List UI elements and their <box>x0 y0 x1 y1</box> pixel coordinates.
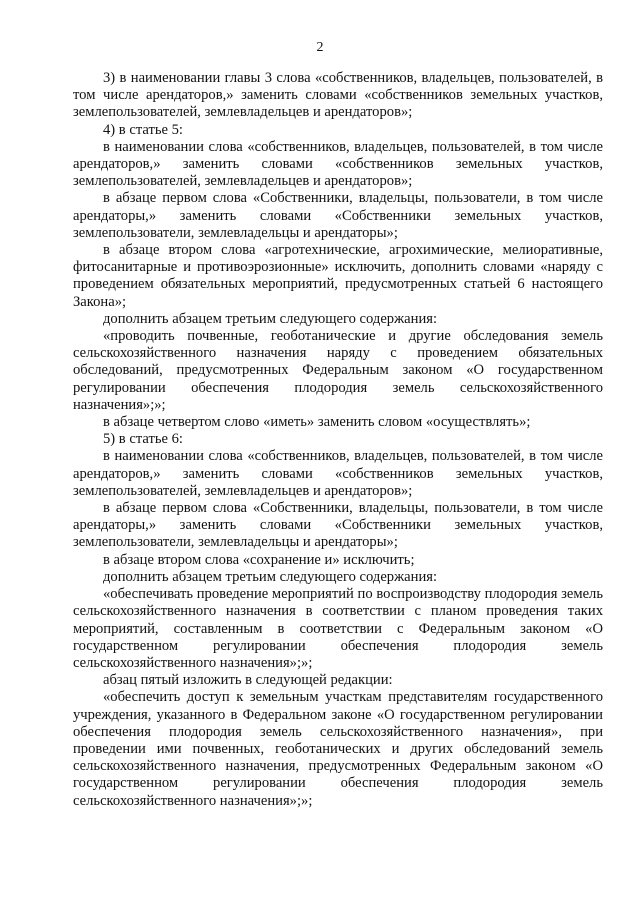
paragraph-item-4-article5: 4) в статье 5: <box>103 121 183 138</box>
paragraph-article5-add-third: дополнить абзацем третьим следующего содержания: <box>103 310 438 327</box>
paragraph-article6-third-text: «обеспечивать проведение мероприятий по воспроизводству плодородия земель сельскохозяйственного назначения в соответствии с планом проведения таких мероприятий, составленным в соответствии с Федеральным законом «О государственном регулировании обеспечения плодородия земель сельскохозяйственного назначения»;»; <box>73 586 603 671</box>
paragraph-article6-fifth-text: «обеспечить доступ к земельным участкам представителям государственного учреждения, указанного в Федеральном законе «О государственном регулировании обеспечения плодородия земель сельскохозяйственного назначения», при проведении ими почвенных, геоботанических и других обследований земель сельскохозяйственного назначения, предусмотренных Федеральным законом «О государственном регулировании обеспечения плодородия земель сельскохозяйственного назначения»;»; <box>73 689 603 809</box>
paragraph-article5-third-text: «проводить почвенные, геоботанические и другие обследования земель сельскохозяйственного назначения наряду с проведением обязательных обследований, предусмотренных Федеральным законом «О государственном регулировании обеспечения плодородия земель сельскохозяйственного назначения»;»; <box>73 328 603 413</box>
paragraph-article5-second: в абзаце втором слова «агротехнические, агрохимические, мелиоративные, фитосанитарные и противоэрозионные» исключить, дополнить словами «наряду с проведением обязательных мероприятий, предусмотренных статьей 6 настоящего Закона»; <box>73 242 603 310</box>
paragraph-item-5-article6: 5) в статье 6: <box>103 431 183 448</box>
paragraph-article6-title: в наименовании слова «собственников, владельцев, пользователей, в том числе арендаторов,» заменить словами «собственников земельных участков, землепользователей, землевладельцев и арендаторов»; <box>73 448 603 499</box>
page-number: 2 <box>316 40 324 55</box>
paragraph-article6-add-third: дополнить абзацем третьим следующего содержания: <box>103 568 438 585</box>
paragraph-article5-first: в абзаце первом слова «Собственники, владельцы, пользователи, в том числе арендаторы,» заменить словами «Собственники земельных участков, землепользователи, землевладельцы и арендаторы»; <box>73 190 603 241</box>
paragraph-item-3-chapter3: 3) в наименовании главы 3 слова «собственников, владельцев, пользователей, в том числе арендаторов,» заменить словами «собственников земельных участков, землепользователей, землевладельцев и арендаторов»; <box>73 70 603 121</box>
document-body <box>73 70 603 810</box>
paragraph-article5-title: в наименовании слова «собственников, владельцев, пользователей, в том числе арендаторов,» заменить словами «собственников земельных участков, землепользователей, землевладельцев и арендаторов»; <box>73 138 603 190</box>
paragraph-article6-first: в абзаце первом слова «Собственники, владельцы, пользователи, в том числе арендаторы,» заменить словами «Собственники земельных участков, землепользователи, землевладельцы и арендаторы»; <box>73 500 603 551</box>
paragraph-article6-fifth: абзац пятый изложить в следующей редакции: <box>103 672 393 689</box>
paragraph-article6-second: в абзаце втором слова «сохранение и» исключить; <box>103 551 415 568</box>
paragraph-article5-fourth: в абзаце четвертом слово «иметь» заменить словом «осуществлять»; <box>103 414 531 431</box>
